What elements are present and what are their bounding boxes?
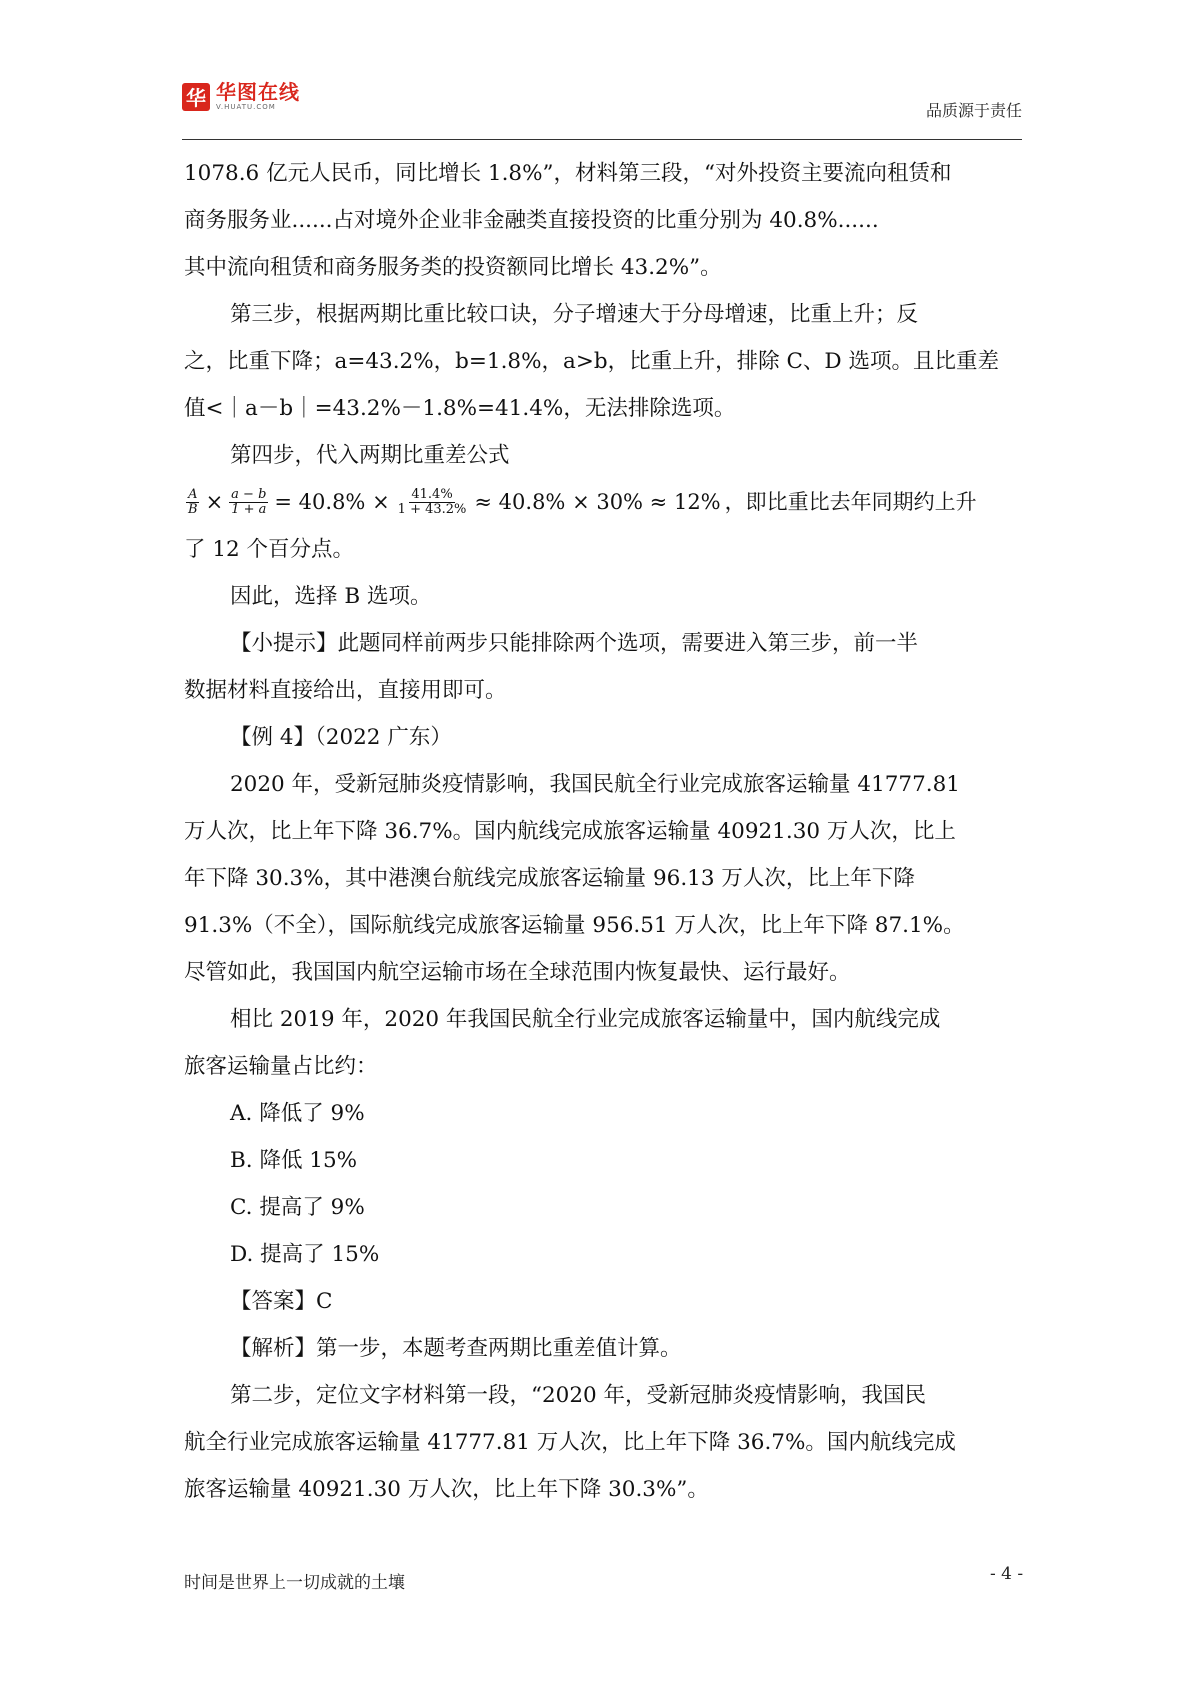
paragraph-line: 年下降 30.3%，其中港澳台航线完成旅客运输量 96.13 万人次，比上年下降 — [184, 866, 915, 891]
analysis-line: 【解析】第一步，本题考查两期比重差值计算。 — [230, 1336, 682, 1361]
paragraph-line: 之，比重下降；a=43.2%，b=1.8%，a>b，比重上升，排除 C、D 选项。且比重差 — [184, 349, 999, 374]
page-header — [182, 78, 1022, 138]
paragraph-line: 第二步，定位文字材料第一段，“2020 年，受新冠肺炎疫情影响，我国民 — [230, 1383, 927, 1408]
paragraph-line: 第三步，根据两期比重比较口诀，分子增速大于分母增速，比重上升；反 — [230, 302, 919, 327]
logo-name: 华图在线 — [216, 80, 300, 104]
footer-motto: 时间是世界上一切成就的土壤 — [184, 1573, 405, 1593]
formula-result: ≈ 40.8% × 30% ≈ 12% — [474, 490, 721, 514]
tip-line: 【小提示】此题同样前两步只能排除两个选项，需要进入第三步，前一半 — [230, 631, 919, 656]
header-divider — [182, 139, 1022, 140]
huatu-logo — [182, 82, 300, 111]
paragraph-line: 数据材料直接给出，直接用即可。 — [184, 678, 507, 703]
option-b: B. 降低 15% — [230, 1148, 358, 1173]
example-heading: 【例 4】（2022 广东） — [230, 725, 452, 750]
document-body — [184, 150, 1020, 1513]
answer-line: 【答案】C — [230, 1289, 333, 1314]
paragraph-line: 了 12 个百分点。 — [184, 537, 355, 562]
paragraph-line: 因此，选择 B 选项。 — [230, 584, 432, 609]
formula-equals: = 40.8% × — [274, 490, 390, 514]
question-line: 相比 2019 年，2020 年我国民航全行业完成旅客运输量中，国内航线完成 — [230, 1007, 941, 1032]
formula-tail-text: ，即比重比去年同期约上升 — [724, 490, 977, 514]
question-line: 旅客运输量占比约： — [184, 1054, 378, 1079]
logo-subtitle: V.HUATU.COM — [216, 103, 276, 111]
times-symbol: × — [205, 490, 224, 514]
logo-mark-icon: 华 — [182, 83, 210, 111]
paragraph-line: 尽管如此，我国国内航空运输市场在全球范围内恢复最快、运行最好。 — [184, 960, 851, 985]
paragraph-line: 值<｜a－b｜=43.2%－1.8%=41.4%，无法排除选项。 — [184, 396, 736, 421]
header-slogan: 品质源于责任 — [925, 101, 1022, 120]
paragraph-line: 万人次，比上年下降 36.7%。国内航线完成旅客运输量 40921.30 万人次，比上 — [184, 819, 956, 844]
paragraph-line: 第四步，代入两期比重差公式 — [230, 443, 510, 468]
fraction-growth: $\frac{a - b}{1 + a}$ — [231, 487, 267, 517]
formula-line — [184, 479, 1020, 526]
option-c: C. 提高了 9% — [230, 1195, 365, 1220]
paragraph-line: 91.3%（不全），国际航线完成旅客运输量 956.51 万人次，比上年下降 87.1%。 — [184, 913, 965, 938]
option-d: D. 提高了 15% — [230, 1242, 380, 1267]
paragraph-line: 商务服务业......占对境外企业非金融类直接投资的比重分别为 40.8%...... — [184, 208, 879, 233]
paragraph-line: 2020 年，受新冠肺炎疫情影响，我国民航全行业完成旅客运输量 41777.81 — [230, 772, 960, 797]
paragraph-line: 其中流向租赁和商务服务类的投资额同比增长 43.2%”。 — [184, 255, 722, 280]
fraction-values: $\frac{41.4\%}{1 + 43.2\%}$ — [397, 487, 467, 517]
paragraph-line: 1078.6 亿元人民币，同比增长 1.8%”，材料第三段，“对外投资主要流向租赁和 — [184, 161, 952, 186]
paragraph-line: 航全行业完成旅客运输量 41777.81 万人次，比上年下降 36.7%。国内航线完成 — [184, 1430, 956, 1455]
paragraph-line: 旅客运输量 40921.30 万人次，比上年下降 30.3%”。 — [184, 1477, 709, 1502]
page-number: - 4 - — [990, 1564, 1024, 1584]
fraction-a-over-b: $\frac{A}{B}$ — [188, 487, 198, 517]
option-a: A. 降低了 9% — [230, 1101, 365, 1126]
